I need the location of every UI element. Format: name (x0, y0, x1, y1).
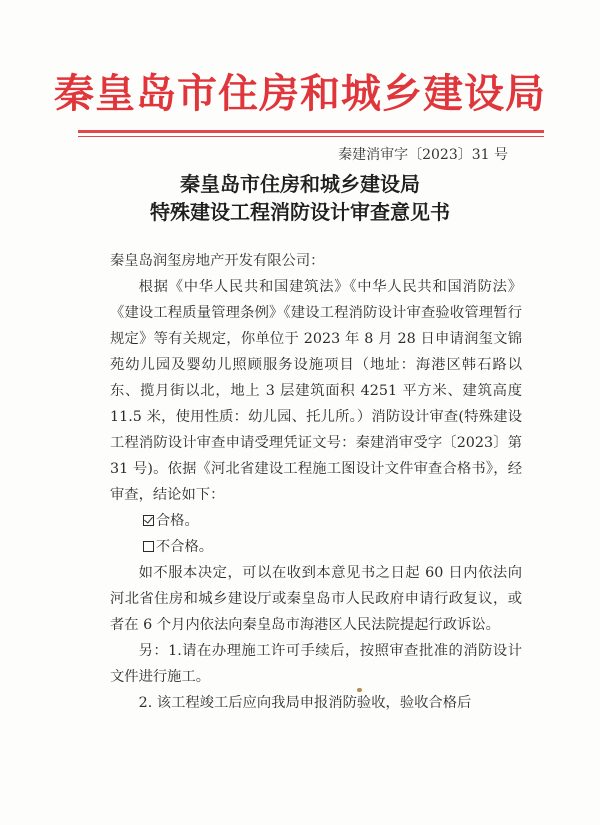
document-number: 秦建消审字〔2023〕31 号 (338, 147, 508, 163)
paper-speck (357, 688, 362, 692)
appeal-paragraph: 如不服本决定，可以在收到本意见书之日起 60 日内依法向河北省住房和城乡建设厅或秦皇岛市人民政府申请行政复议，或者在 6 个月内依法向秦皇岛市海港区人民法院提起行政诉讼。 (110, 565, 522, 633)
letterhead-rule-thin (78, 136, 544, 137)
document-title-line1: 秦皇岛市住房和城乡建设局 (180, 172, 420, 196)
option-fail-label: 不合格。 (155, 539, 214, 555)
note-2: 2. 该工程竣工后应向我局申报消防验收，验收合格后 (138, 695, 472, 711)
option-fail (110, 534, 522, 560)
document-title-line2: 特殊建设工程消防设计审查意见书 (150, 200, 450, 224)
addressee: 秦皇岛润玺房地产开发有限公司： (110, 253, 325, 269)
letterhead-rule-thick (78, 130, 544, 133)
checked-box-icon (143, 515, 154, 526)
unchecked-box-icon (143, 541, 154, 552)
note-1: 另：1.请在办理施工许可手续后，按照审查批准的消防设计文件进行施工。 (110, 643, 522, 685)
document-body (110, 248, 522, 716)
option-pass-label: 合格。 (155, 513, 199, 529)
main-paragraph: 根据《中华人民共和国建筑法》《中华人民共和国消防法》《建设工程质量管理条例》《建设工程消防设计审查验收管理暂行规定》等有关规定，你单位于 2023 年 8 月 28 日申请润玺文锦苑幼儿园及婴幼儿照顾服务设施项目（地址：海港区韩石路以东、揽月街以北，地上 3 层建筑面积 4251 平方米、建筑高度 11.5 米，使用性质：幼儿园、托儿所。）消防设计审查(特殊建设工程消防设计审查申请受理凭证文号：秦建消审受字〔2023〕第 31 号)。依据《河北省建设工程施工图设计文件审查合格书》，经审查，结论如下： (110, 279, 522, 503)
letterhead-title: 秦皇岛市住房和城乡建设局 (54, 70, 546, 117)
option-pass (110, 508, 522, 534)
